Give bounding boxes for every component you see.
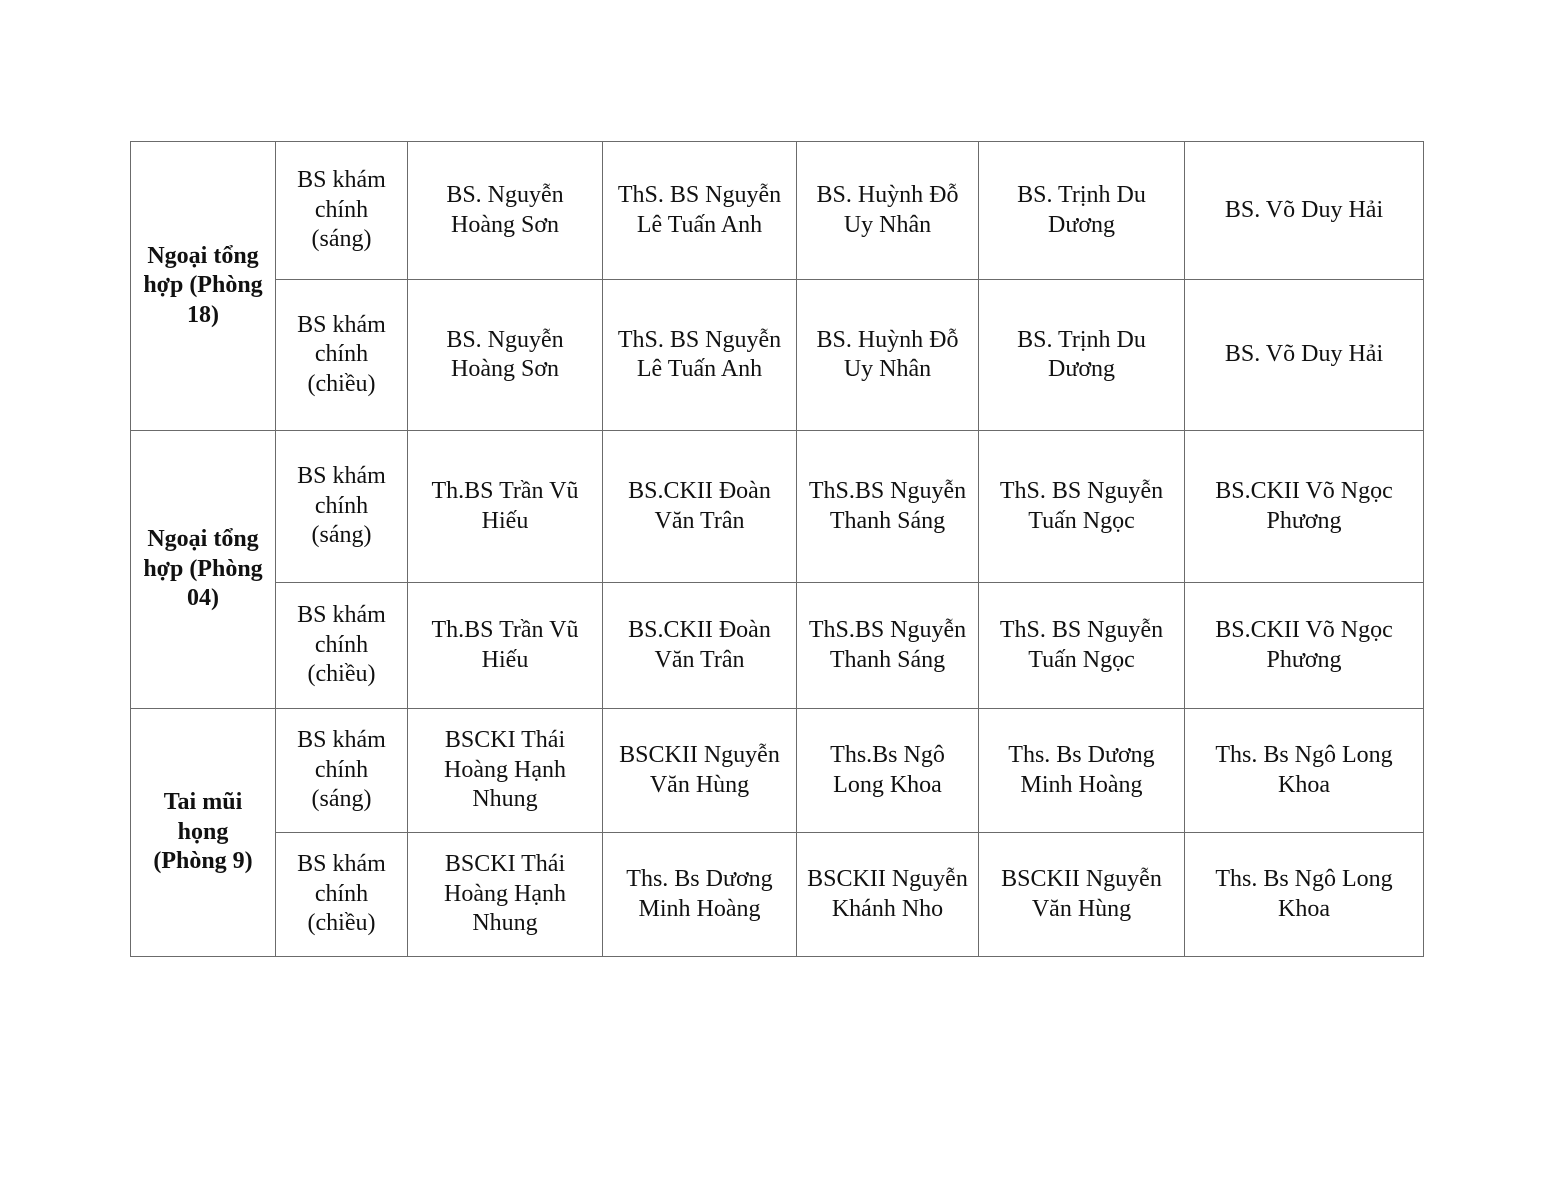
doctor-cell: BS.CKII Võ Ngọc Phương (1185, 431, 1424, 583)
table-row (131, 280, 1424, 431)
doctor-cell: BS.CKII Võ Ngọc Phương (1185, 583, 1424, 709)
shift-cell: BS khám chính (sáng) (276, 431, 408, 583)
doctor-cell: Ths. Bs Ngô Long Khoa (1185, 833, 1424, 957)
doctor-cell: BSCKII Nguyễn Văn Hùng (603, 709, 797, 833)
doctor-cell: Ths.Bs Ngô Long Khoa (797, 709, 979, 833)
doctor-cell: BS. Võ Duy Hải (1185, 280, 1424, 431)
doctor-cell: BS. Trịnh Du Dương (979, 142, 1185, 280)
shift-cell: BS khám chính (chiều) (276, 583, 408, 709)
shift-cell: BS khám chính (chiều) (276, 833, 408, 957)
doctor-cell: ThS. BS Nguyễn Tuấn Ngọc (979, 583, 1185, 709)
doctor-cell: BS. Nguyễn Hoàng Sơn (408, 280, 603, 431)
doctor-cell: Th.BS Trần Vũ Hiếu (408, 583, 603, 709)
doctor-cell: BS. Trịnh Du Dương (979, 280, 1185, 431)
shift-cell: BS khám chính (chiều) (276, 280, 408, 431)
doctor-cell: BS.CKII Đoàn Văn Trân (603, 583, 797, 709)
doctor-cell: BS. Võ Duy Hải (1185, 142, 1424, 280)
doctor-cell: Ths. Bs Ngô Long Khoa (1185, 709, 1424, 833)
doctor-cell: BSCKII Nguyễn Văn Hùng (979, 833, 1185, 957)
shift-cell: BS khám chính (sáng) (276, 142, 408, 280)
shift-cell: BS khám chính (sáng) (276, 709, 408, 833)
doctor-cell: ThS. BS Nguyễn Lê Tuấn Anh (603, 142, 797, 280)
doctor-cell: BSCKII Nguyễn Khánh Nho (797, 833, 979, 957)
doctor-cell: BS. Huỳnh Đỗ Uy Nhân (797, 142, 979, 280)
doctor-cell: ThS. BS Nguyễn Tuấn Ngọc (979, 431, 1185, 583)
table-row (131, 431, 1424, 583)
department-cell: Ngoại tổng hợp (Phòng 18) (131, 142, 276, 431)
department-cell: Tai mũi họng (Phòng 9) (131, 709, 276, 957)
doctor-cell: BSCKI Thái Hoàng Hạnh Nhung (408, 833, 603, 957)
doctor-cell: BS. Nguyễn Hoàng Sơn (408, 142, 603, 280)
doctor-cell: Th.BS Trần Vũ Hiếu (408, 431, 603, 583)
doctor-cell: BS. Huỳnh Đỗ Uy Nhân (797, 280, 979, 431)
table-row (131, 142, 1424, 280)
department-cell: Ngoại tổng hợp (Phòng 04) (131, 431, 276, 709)
doctor-cell: ThS.BS Nguyễn Thanh Sáng (797, 431, 979, 583)
doctor-cell: Ths. Bs Dương Minh Hoàng (603, 833, 797, 957)
doctor-cell: ThS.BS Nguyễn Thanh Sáng (797, 583, 979, 709)
schedule-table (130, 141, 1424, 957)
table-row (131, 709, 1424, 833)
doctor-cell: ThS. BS Nguyễn Lê Tuấn Anh (603, 280, 797, 431)
doctor-cell: BSCKI Thái Hoàng Hạnh Nhung (408, 709, 603, 833)
table-row (131, 583, 1424, 709)
doctor-cell: Ths. Bs Dương Minh Hoàng (979, 709, 1185, 833)
table-row (131, 833, 1424, 957)
doctor-cell: BS.CKII Đoàn Văn Trân (603, 431, 797, 583)
